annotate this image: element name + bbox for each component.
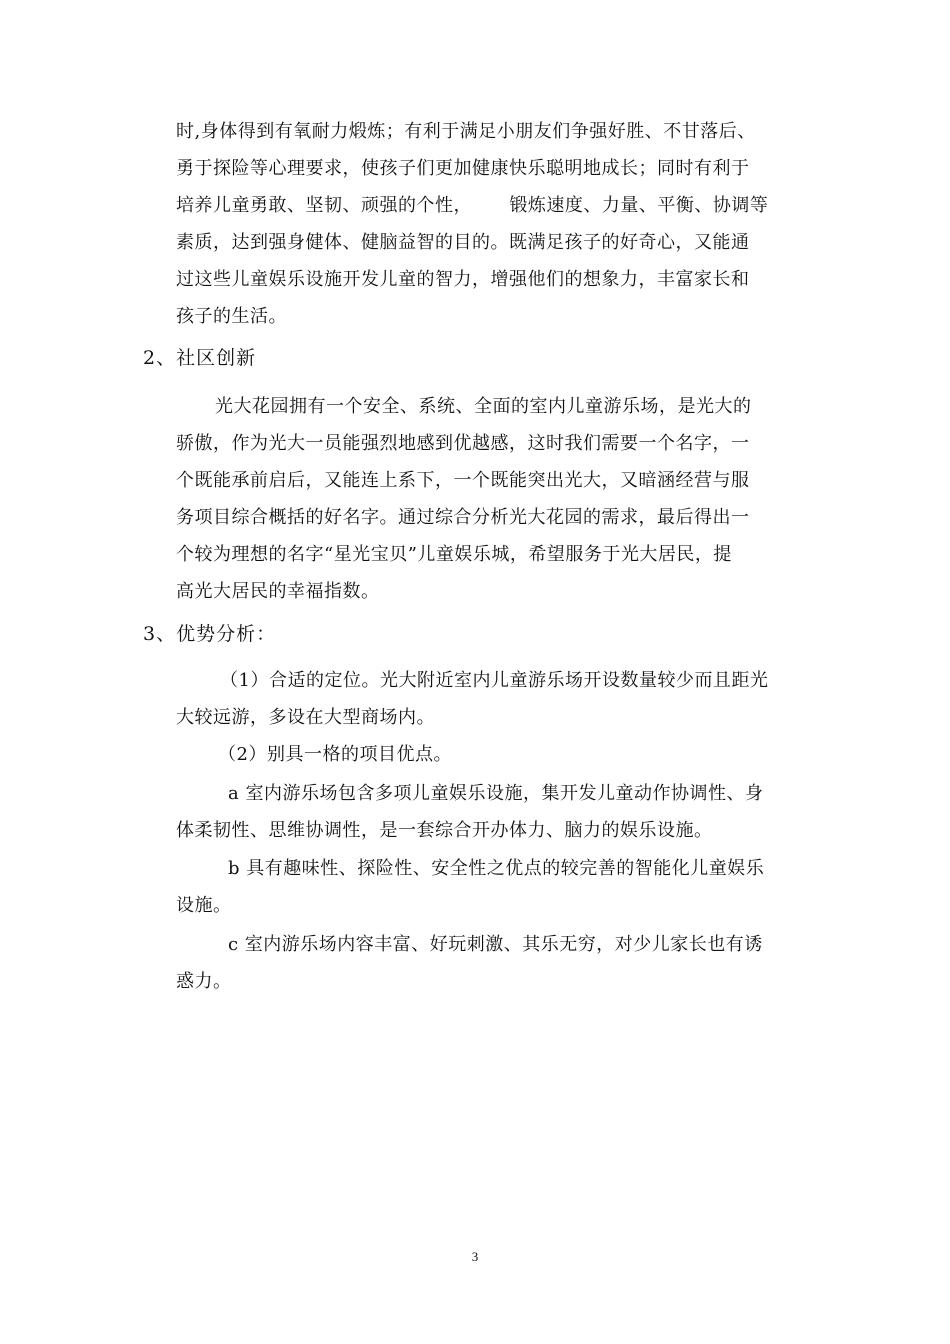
section-2-line-5: 个较为理想的名字“星光宝贝”儿童娱乐城，希望服务于光大居民，提: [176, 544, 732, 565]
page-number: 3: [471, 1249, 479, 1264]
intro-line-6: 孩子的生活。: [176, 306, 287, 327]
item-a-line-1: a 室内游乐场包含多项儿童娱乐设施，集开发儿童动作协调性、身: [228, 783, 764, 804]
section-3-item-c: [176, 926, 763, 1000]
item-c-line-2: 惑力。: [176, 971, 232, 992]
intro-line-2: 勇于探险等心理要求，使孩子们更加健康快乐聪明地成长；同时有利于: [176, 158, 750, 179]
section-3-item-2: （2）别具一格的项目优点。: [218, 744, 452, 765]
section-3-heading: 3、优势分析：: [143, 623, 277, 645]
section-2-line-4: 务项目综合概括的好名字。通过综合分析光大花园的需求，最后得出一: [176, 507, 750, 528]
item-b-line-1: b 具有趣味性、探险性、安全性之优点的较完善的智能化儿童娱乐: [228, 858, 765, 879]
section-2-heading: 2、社区创新: [143, 347, 257, 369]
section-2-paragraph: [176, 388, 752, 610]
intro-line-4: 素质，达到强身健体、健脑益智的目的。既满足孩子的好奇心，又能通: [176, 232, 750, 253]
section-3-item-b: [176, 850, 764, 924]
intro-paragraph: [176, 113, 768, 335]
item-c-line-1: c 室内游乐场内容丰富、好玩刺激、其乐无穷，对少儿家长也有诱: [228, 934, 763, 955]
item-1-line-1: （1）合适的定位。光大附近室内儿童游乐场开设数量较少而且距光: [220, 670, 769, 691]
section-2-line-6: 高光大居民的幸福指数。: [176, 581, 380, 602]
item-a-line-2: 体柔韧性、思维协调性，是一套综合开办体力、脑力的娱乐设施。: [176, 820, 713, 841]
intro-line-3: 培养儿童勇敢、坚韧、顽强的个性， 锻炼速度、力量、平衡、协调等: [176, 195, 769, 216]
item-b-line-2: 设施。: [176, 895, 232, 916]
section-2-line-2: 骄傲，作为光大一员能强烈地感到优越感，这时我们需要一个名字，一: [176, 433, 750, 454]
section-2-line-3: 个既能承前启后，又能连上系下，一个既能突出光大，又暗涵经营与服: [176, 470, 750, 491]
section-3-item-a: [176, 775, 763, 849]
section-2-line-1: 光大花园拥有一个安全、系统、全面的室内儿童游乐场，是光大的: [215, 396, 752, 417]
intro-line-5: 过这些儿童娱乐设施开发儿童的智力，增强他们的想象力，丰富家长和: [176, 269, 750, 290]
section-3-item-1: [176, 662, 768, 736]
intro-line-1: 时,身体得到有氧耐力煅炼；有利于满足小朋友们争强好胜、不甘落后、: [176, 121, 756, 142]
item-1-line-2: 大较远游，多设在大型商场内。: [176, 707, 435, 728]
